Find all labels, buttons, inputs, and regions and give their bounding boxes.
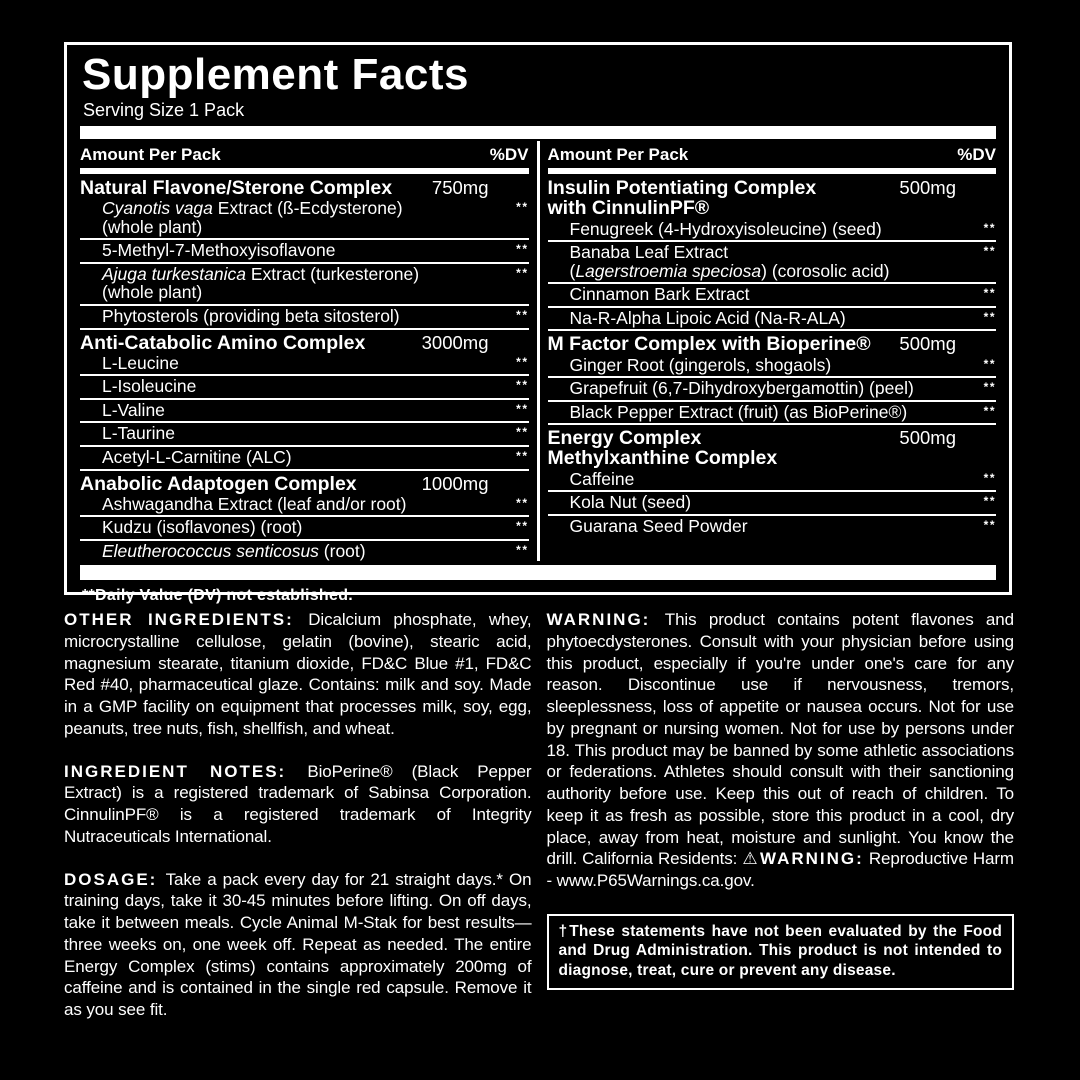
ingredient-name	[570, 243, 890, 280]
ingredient-name	[102, 424, 175, 443]
dv-footnote: **Daily Value (DV) not established.	[82, 587, 354, 605]
info-paragraph	[64, 609, 532, 740]
ingredient-name-text: Fenugreek (4-Hydroxyisoleucine) (seed)	[569, 218, 882, 239]
ingredient-name	[570, 356, 832, 375]
ingredient-dv-value: **	[516, 242, 529, 257]
ingredient-name-text: Banaba Leaf Extract	[569, 242, 729, 263]
complex-name: Natural Flavone/Sterone Complex	[80, 177, 393, 199]
ingredient-name	[570, 379, 914, 398]
ingredient-name	[570, 517, 748, 536]
ingredient-row	[80, 264, 529, 303]
ingredient-row	[80, 517, 529, 538]
ingredient-name-text: Ashwagandha Extract (leaf and/or root)	[102, 493, 407, 514]
ingredient-name	[570, 285, 750, 304]
ingredient-name-italic: Lagerstroemia speciosa	[575, 260, 762, 281]
complex-heading	[80, 330, 529, 353]
lower-left-column	[64, 609, 532, 1042]
ingredient-row	[548, 378, 997, 399]
ingredient-name	[102, 199, 403, 236]
ingredient-row	[548, 469, 997, 490]
ingredient-name	[102, 354, 179, 373]
paragraph-label: ⚠WARNING:	[742, 849, 864, 869]
lower-text-section	[64, 609, 1014, 1042]
ingredient-row	[548, 219, 997, 240]
ingredient-name-text: Grapefruit (6,7-Dihydroxybergamottin) (peel)	[569, 378, 914, 399]
panel-title: Supplement Facts	[82, 50, 469, 99]
ingredient-name	[570, 309, 846, 328]
complex-name-line2: with CinnulinPF®	[547, 197, 710, 220]
ingredient-dv-value: **	[983, 286, 996, 301]
ingredient-name-text: L-Isoleucine	[102, 376, 197, 397]
ingredient-name-text: L-Valine	[102, 399, 165, 420]
left-column-header	[80, 141, 529, 168]
ingredient-dv-value: **	[516, 542, 529, 557]
ingredient-row	[548, 355, 997, 376]
ingredient-dv-value: **	[983, 244, 996, 259]
ingredient-dv-value: **	[516, 308, 529, 322]
ingredient-dv-value: **	[516, 265, 529, 280]
ingredient-name-italic: Cyanotis vaga	[102, 198, 213, 219]
ingredient-name-text: Ginger Root (gingerols, shogaols)	[569, 354, 832, 375]
ingredient-name	[102, 542, 366, 561]
lower-right-column	[547, 609, 1015, 1042]
thick-divider-bar	[80, 126, 996, 139]
complex-name-line2: Methylxanthine Complex	[547, 447, 778, 470]
complex-heading-line1	[80, 178, 529, 198]
paragraph-label: INGREDIENT NOTES:	[64, 761, 308, 781]
ingredient-name-italic: Ajuga turkestanica	[102, 263, 246, 284]
ingredient-row	[80, 198, 529, 237]
ingredient-dv-value: **	[516, 354, 529, 369]
complex-heading	[548, 175, 997, 219]
paragraph-label: DOSAGE:	[64, 869, 166, 889]
ingredient-row	[548, 242, 997, 281]
ingredient-name-text: (root)	[318, 540, 366, 561]
ingredient-name	[102, 377, 196, 396]
ingredient-name	[570, 470, 635, 489]
complex-amount: 500mg	[899, 427, 956, 449]
paragraph-text: Dicalcium phosphate, whey, microcrystalline cellulose, gelatin (bovine), stearic acid, magnesium stearate, titanium dioxide, FD&C Blue #1, FD&C Red #40, pharmaceutical glaze. Contains: milk and soy. Made in a GMP facility on equipment that processes milk, soy, egg, peanuts, tree nuts, fish, shellfish, and wheat.	[64, 610, 532, 738]
ingredient-row	[80, 353, 529, 374]
ingredient-name-text: Na-R-Alpha Lipoic Acid (Na-R-ALA)	[569, 307, 846, 328]
header-bar	[548, 168, 997, 174]
complex-heading	[80, 175, 529, 198]
paragraph-text: BioPerine® (Black Pepper Extract) is a registered trademark of Sabinsa Corporation. CinnulinPF® is a registered trademark of Integrity Nutraceuticals International.	[64, 761, 532, 846]
ingredient-row	[80, 423, 529, 444]
header-bar	[80, 168, 529, 174]
ingredient-name-text: ) (corosolic acid)	[761, 260, 890, 281]
paragraph-text: This product contains potent flavones and phytoecdysterones. Consult with your physician before using this product, especially if you're under one's care for any reason. Discontinue use if nervousness, tremors, sleeplessness, loss of appetite or nausea occurs. Not for use by pregnant or nursing women. Not for use by persons under 18. This product may be banned by some athletic associations or federations. Athletes should consult with their sanctioning authority before use. Keep this out of reach of children. To keep it as fresh as possible, store this product in a cool, dry place, away from heat, moisture and sunlight. You know the drill. California Residents:	[546, 610, 1015, 869]
amount-per-pack-label: Amount Per Pack	[547, 145, 689, 164]
complex-heading-line1	[548, 178, 997, 198]
ingredient-name-text: Kola Nut (seed)	[569, 492, 692, 513]
complex-amount: 3000mg	[421, 331, 489, 353]
ingredient-name-text: L-Taurine	[102, 423, 175, 444]
ingredient-name-italic: Eleutherococcus senticosus	[102, 540, 319, 561]
ingredient-name	[570, 220, 882, 239]
ingredient-name-text: Kudzu (isoflavones) (root)	[102, 517, 303, 538]
ingredient-dv-value: **	[516, 200, 529, 215]
ingredient-name-text: Guarana Seed Powder	[569, 515, 748, 536]
ingredient-name	[102, 307, 400, 326]
right-column	[548, 141, 997, 561]
ingredient-dv-value: **	[516, 495, 529, 510]
complex-amount: 750mg	[431, 177, 489, 198]
ingredient-name-text: (whole plant)	[102, 282, 203, 303]
ingredient-row	[80, 494, 529, 515]
ingredient-row	[80, 447, 529, 468]
info-paragraph	[64, 869, 532, 1021]
ingredient-dv-value: **	[516, 425, 529, 440]
supplement-facts-panel	[64, 42, 1012, 605]
column-divider	[537, 141, 540, 561]
complex-heading	[80, 471, 529, 494]
complex-amount: 500mg	[899, 333, 956, 355]
ingredient-name-text: Phytosterols (providing beta sitosterol)	[102, 306, 400, 326]
ingredient-dv-value: **	[983, 380, 996, 395]
info-paragraph	[64, 761, 532, 848]
left-column	[80, 141, 529, 561]
complex-name: Anti-Catabolic Amino Complex	[80, 331, 366, 354]
ingredient-dv-value: **	[983, 403, 996, 418]
ingredient-columns	[80, 141, 996, 561]
ingredient-name	[102, 401, 165, 420]
ingredient-name	[102, 518, 302, 537]
ingredient-dv-value: **	[983, 470, 996, 485]
complex-amount: 500mg	[899, 177, 956, 198]
ingredient-name	[102, 495, 406, 514]
complex-amount: 1000mg	[421, 472, 489, 494]
ingredient-row	[80, 400, 529, 421]
ingredient-dv-value: **	[983, 517, 996, 532]
ingredient-dv-value: **	[516, 519, 529, 534]
complex-heading	[548, 331, 997, 354]
complex-name: Energy Complex	[547, 427, 702, 450]
ingredient-dv-value: **	[983, 494, 996, 509]
ingredient-dv-value: **	[516, 401, 529, 416]
ingredient-row	[548, 284, 997, 305]
ingredient-name-text: Caffeine	[569, 468, 635, 489]
ingredient-row	[548, 492, 997, 513]
paragraph-text: Take a pack every day for 21 straight days.* On training days, take it 30-45 minutes before lifting. On off days, take it between meals. Cycle Animal M-Stak for best results—three weeks on, one week off. Repeat as needed. The entire Energy Complex (stims) contains approximately 200mg of caffeine and is contained in the single red capsule. Remove it as you see fit.	[64, 869, 532, 1019]
ingredient-name-text: Acetyl-L-Carnitine (ALC)	[102, 447, 292, 467]
serving-size: Serving Size 1 Pack	[83, 100, 245, 120]
ingredient-dv-value: **	[516, 378, 529, 393]
amount-per-pack-label: Amount Per Pack	[80, 145, 221, 164]
ingredient-name-text: L-Leucine	[102, 352, 179, 373]
complex-heading-line1	[548, 334, 997, 354]
ingredient-row	[80, 306, 529, 327]
ingredient-name	[102, 265, 419, 302]
ingredient-name-text: (whole plant)	[102, 216, 203, 237]
ingredient-name	[570, 493, 692, 512]
complex-name: Insulin Potentiating Complex	[547, 177, 817, 199]
ingredient-name-text: Black Pepper Extract (fruit) (as BioPerine®)	[569, 401, 908, 422]
paragraph-label: WARNING:	[546, 610, 665, 629]
ingredient-row	[80, 541, 529, 562]
complex-heading-line1	[80, 474, 529, 494]
fda-disclaimer-box: †These statements have not been evaluated by the Food and Drug Administration. This product is not intended to diagnose, treat, cure or prevent any disease.	[547, 914, 1015, 990]
ingredient-name-text: (	[569, 260, 576, 281]
ingredient-name-text: Extract (turkesterone)	[245, 263, 420, 284]
paragraph-label: OTHER INGREDIENTS:	[64, 610, 309, 629]
complex-heading-line1	[548, 428, 997, 448]
ingredient-row	[548, 516, 997, 537]
right-column-header	[548, 141, 997, 168]
paragraph-text: Reproductive Harm - www.P65Warnings.ca.gov.	[546, 849, 1014, 890]
ingredient-name	[102, 448, 292, 467]
ingredient-row	[80, 240, 529, 261]
ingredient-name-text: Extract (ß-Ecdysterone)	[212, 198, 403, 219]
bottom-divider-bar	[80, 565, 996, 580]
ingredient-name-text: Cinnamon Bark Extract	[569, 284, 750, 305]
ingredient-name-text: 5-Methyl-7-Methoxyisoflavone	[102, 240, 336, 261]
complex-heading-line1	[80, 333, 529, 353]
ingredient-row	[548, 308, 997, 329]
warning-paragraph	[547, 609, 1015, 892]
complex-name: M Factor Complex with Bioperine®	[547, 333, 871, 356]
ingredient-dv-value: **	[983, 356, 996, 371]
ingredient-dv-value: **	[983, 309, 996, 324]
ingredient-row	[80, 376, 529, 397]
complex-name: Anabolic Adaptogen Complex	[80, 472, 357, 495]
complex-heading	[548, 425, 997, 469]
dv-label: %DV	[489, 145, 529, 164]
ingredient-name	[570, 403, 908, 422]
ingredient-name	[102, 241, 335, 260]
dv-label: %DV	[957, 145, 996, 164]
ingredient-dv-value: **	[983, 220, 996, 235]
ingredient-row	[548, 402, 997, 423]
ingredient-dv-value: **	[516, 449, 529, 463]
